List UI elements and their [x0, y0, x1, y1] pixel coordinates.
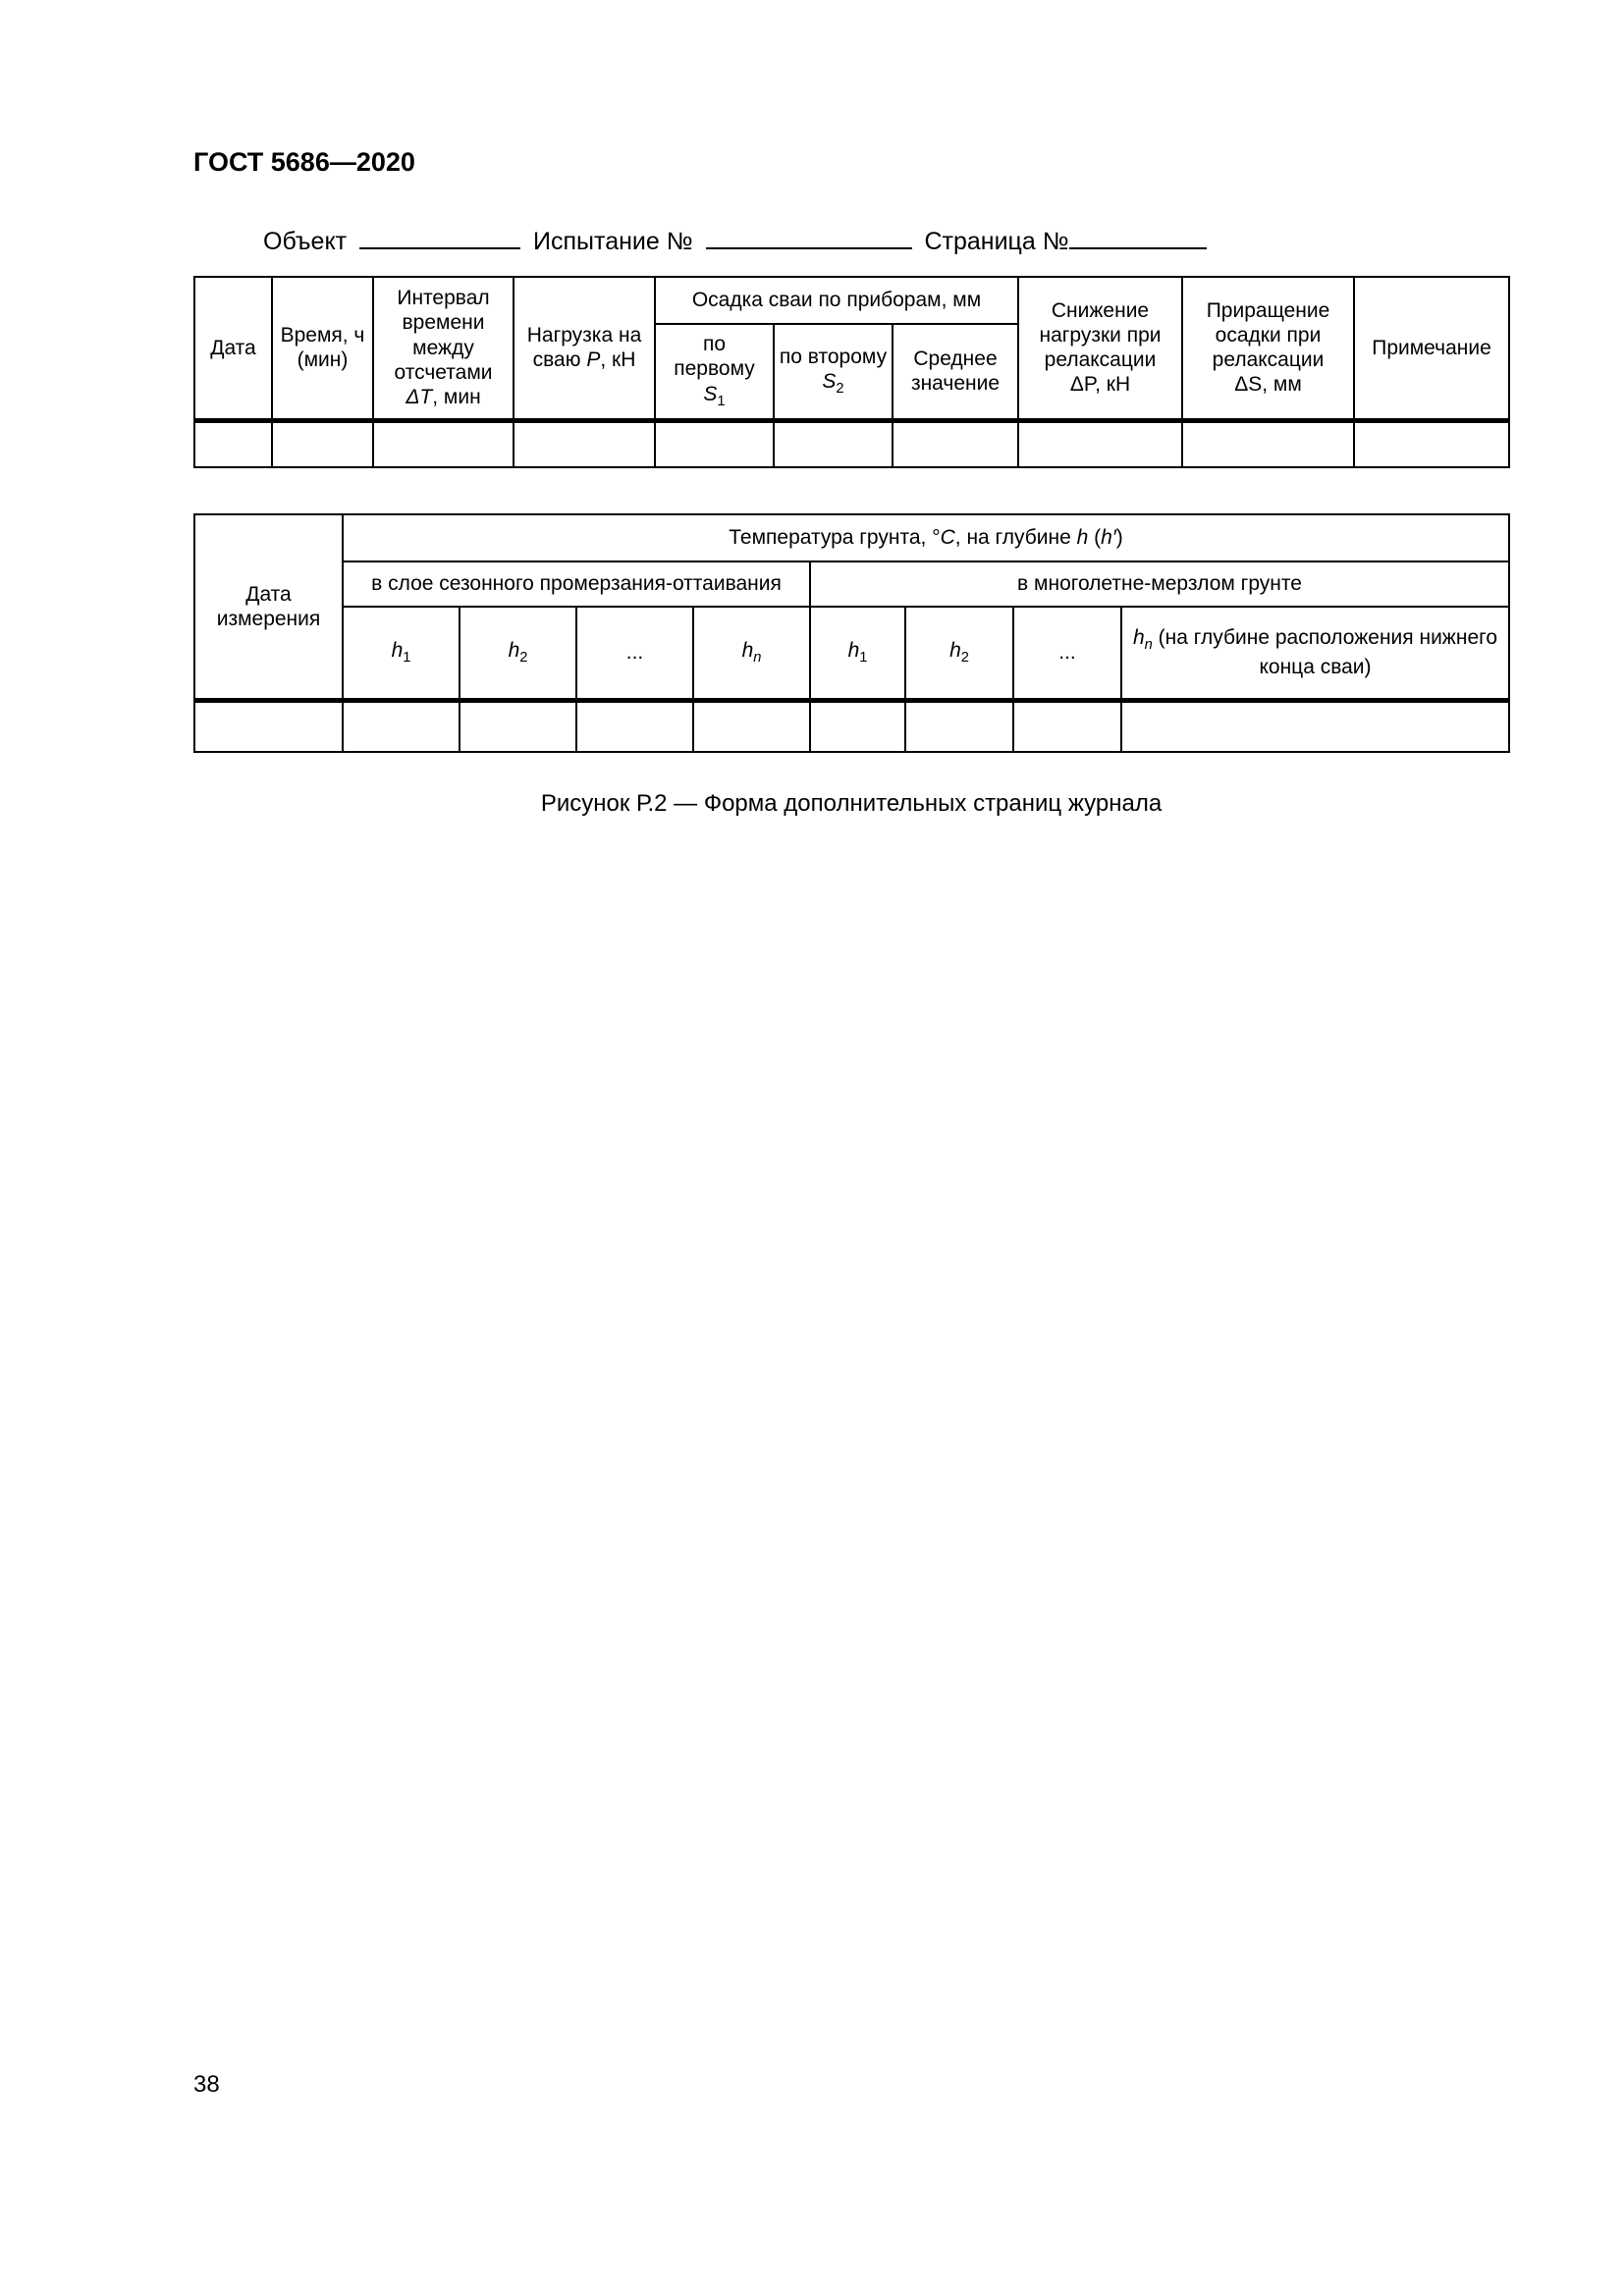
empty-cell	[655, 420, 774, 467]
empty-cell	[1013, 700, 1121, 752]
empty-cell	[194, 700, 343, 752]
header-note: Примечание	[1354, 277, 1509, 420]
interval-unit: , мин	[432, 386, 481, 409]
header-permafrost-h2	[905, 607, 1013, 700]
form-fields-line	[263, 224, 1213, 256]
temperature-h-symbol: h	[1076, 526, 1089, 550]
header-load-reduction	[1018, 277, 1182, 420]
empty-cell	[774, 420, 893, 467]
empty-cell	[893, 420, 1018, 467]
object-blank-field	[359, 224, 520, 249]
first-gauge-subscript: 1	[717, 393, 726, 409]
temperature-h-prime-symbol: h′	[1101, 526, 1116, 550]
load-symbol: P	[586, 348, 601, 372]
increment-unit: , мм	[1262, 373, 1302, 397]
empty-cell	[576, 700, 693, 752]
page-number: 38	[193, 2071, 220, 2098]
load-unit: , кН	[600, 348, 636, 372]
header-permafrost: в многолетне-мерзлом грунте	[810, 561, 1509, 607]
h-symbol: h	[508, 638, 520, 662]
table-row	[194, 420, 1509, 467]
empty-cell	[194, 420, 272, 467]
empty-cell	[1018, 420, 1182, 467]
h-subscript: 1	[403, 650, 411, 667]
h-subscript: 2	[960, 650, 969, 667]
empty-cell	[905, 700, 1013, 752]
empty-cell	[514, 420, 655, 467]
temperature-unit-c: C	[940, 526, 955, 550]
paren-close: )	[1115, 526, 1123, 550]
ground-temperature-table	[193, 513, 1510, 753]
test-number-label: Испытание №	[533, 228, 693, 255]
header-permafrost-hn	[1121, 607, 1509, 700]
interval-text: Интервал времени между отсчетами	[394, 287, 493, 384]
load-text: Нагрузка на сваю	[526, 324, 642, 372]
header-date: Дата	[194, 277, 272, 420]
empty-cell	[272, 420, 373, 467]
header-permafrost-h1	[810, 607, 905, 700]
h-symbol: h	[391, 638, 404, 662]
h-subscript: n	[1144, 637, 1153, 654]
header-settlement-group: Осадка сваи по приборам, мм	[655, 277, 1018, 324]
header-average: Среднее значение	[893, 324, 1018, 420]
header-seasonal-h2	[460, 607, 576, 700]
header-first-gauge	[655, 324, 774, 420]
increment-symbol: ΔS	[1234, 373, 1263, 397]
header-permafrost-ellipsis: ...	[1013, 607, 1121, 700]
h-symbol: h	[741, 638, 754, 662]
document-code: ГОСТ 5686—2020	[193, 147, 415, 177]
empty-cell	[1121, 700, 1509, 752]
page-number-label: Страница №	[924, 228, 1069, 255]
interval-symbol: ΔT	[406, 386, 433, 409]
header-seasonal-layer: в слое сезонного промерзания-оттаивания	[343, 561, 810, 607]
h-symbol: h	[949, 638, 961, 662]
header-settlement-increment	[1182, 277, 1354, 420]
object-label: Объект	[263, 228, 348, 255]
table-row	[194, 700, 1509, 752]
header-temperature-group	[343, 514, 1509, 561]
empty-cell	[1182, 420, 1354, 467]
reduction-unit: , кН	[1095, 373, 1131, 397]
empty-cell	[1354, 420, 1509, 467]
reduction-text: Снижение нагрузки при релаксации	[1039, 298, 1162, 372]
hn-depth-description: (на глубине расположения нижнего конца сваи)	[1152, 626, 1498, 679]
header-seasonal-ellipsis: ...	[576, 607, 693, 700]
header-interval	[373, 277, 514, 420]
empty-cell	[460, 700, 576, 752]
figure-caption: Рисунок Р.2 — Форма дополнительных страниц журнала	[540, 790, 1163, 817]
temperature-text: Температура грунта, °	[729, 526, 941, 550]
header-time: Время, ч (мин)	[272, 277, 373, 420]
header-load	[514, 277, 655, 420]
reduction-symbol: ΔP	[1069, 373, 1096, 397]
second-gauge-text: по второму	[779, 345, 888, 368]
increment-text: Приращение осадки при релаксации	[1206, 298, 1330, 372]
h-symbol: h	[1132, 626, 1145, 650]
second-gauge-subscript: 2	[836, 381, 844, 398]
empty-cell	[810, 700, 905, 752]
page-number-blank-field	[1069, 224, 1207, 249]
h-subscript: 1	[859, 650, 868, 667]
test-number-blank-field	[706, 224, 912, 249]
paren-open: (	[1088, 526, 1102, 550]
header-measurement-date: Дата измерения	[194, 514, 343, 700]
h-subscript: 2	[519, 650, 528, 667]
header-second-gauge	[774, 324, 893, 420]
h-symbol: h	[847, 638, 860, 662]
header-seasonal-h1	[343, 607, 460, 700]
second-gauge-symbol: S	[822, 369, 837, 393]
first-gauge-text: по первому	[674, 333, 755, 381]
temperature-depth-text: , на глубине	[954, 526, 1077, 550]
empty-cell	[343, 700, 460, 752]
empty-cell	[373, 420, 514, 467]
load-settlement-table	[193, 276, 1510, 468]
empty-cell	[693, 700, 810, 752]
h-subscript: n	[753, 650, 762, 667]
header-seasonal-hn	[693, 607, 810, 700]
first-gauge-symbol: S	[703, 382, 718, 405]
